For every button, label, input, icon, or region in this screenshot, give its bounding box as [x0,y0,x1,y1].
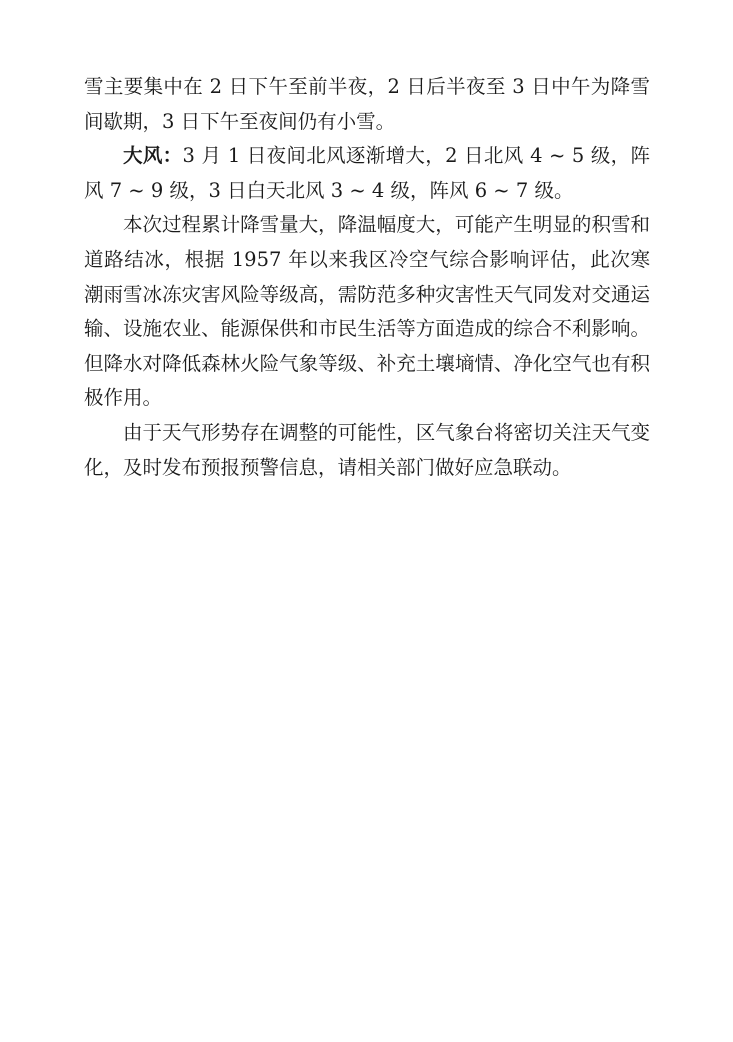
paragraph-text: 雪主要集中在 2 日下午至前半夜，2 日后半夜至 3 日中午为降雪间歇期，3 日下午至夜间仍有小雪。 [84,75,650,133]
paragraph-impact [84,208,650,416]
paragraph-snow-continuation [84,70,650,139]
body-text [84,70,650,485]
paragraph-text: 3 月 1 日夜间北风逐渐增大，2 日北风 4 ~ 5 级，阵风 7 ~ 9 级，3 日白天北风 3 ~ 4 级，阵风 6 ~ 7 级。 [84,144,650,202]
paragraph-wind [84,139,650,208]
paragraph-text: 本次过程累计降雪量大，降温幅度大，可能产生明显的积雪和道路结冰，根据 1957 年以来我区冷空气综合影响评估，此次寒潮雨雪冰冻灾害风险等级高，需防范多种灾害性天气同发对交通运输、设施农业、能源保供和市民生活等方面造成的综合不利影响。但降水对降低森林火险气象等级、补充土壤墒情、净化空气也有积极作用。 [84,213,650,410]
paragraph-lead-wind: 大风： [123,144,183,168]
paragraph-text: 由于天气形势存在调整的可能性，区气象台将密切关注天气变化，及时发布预报预警信息，请相关部门做好应急联动。 [84,420,650,479]
paragraph-notice [84,416,650,485]
